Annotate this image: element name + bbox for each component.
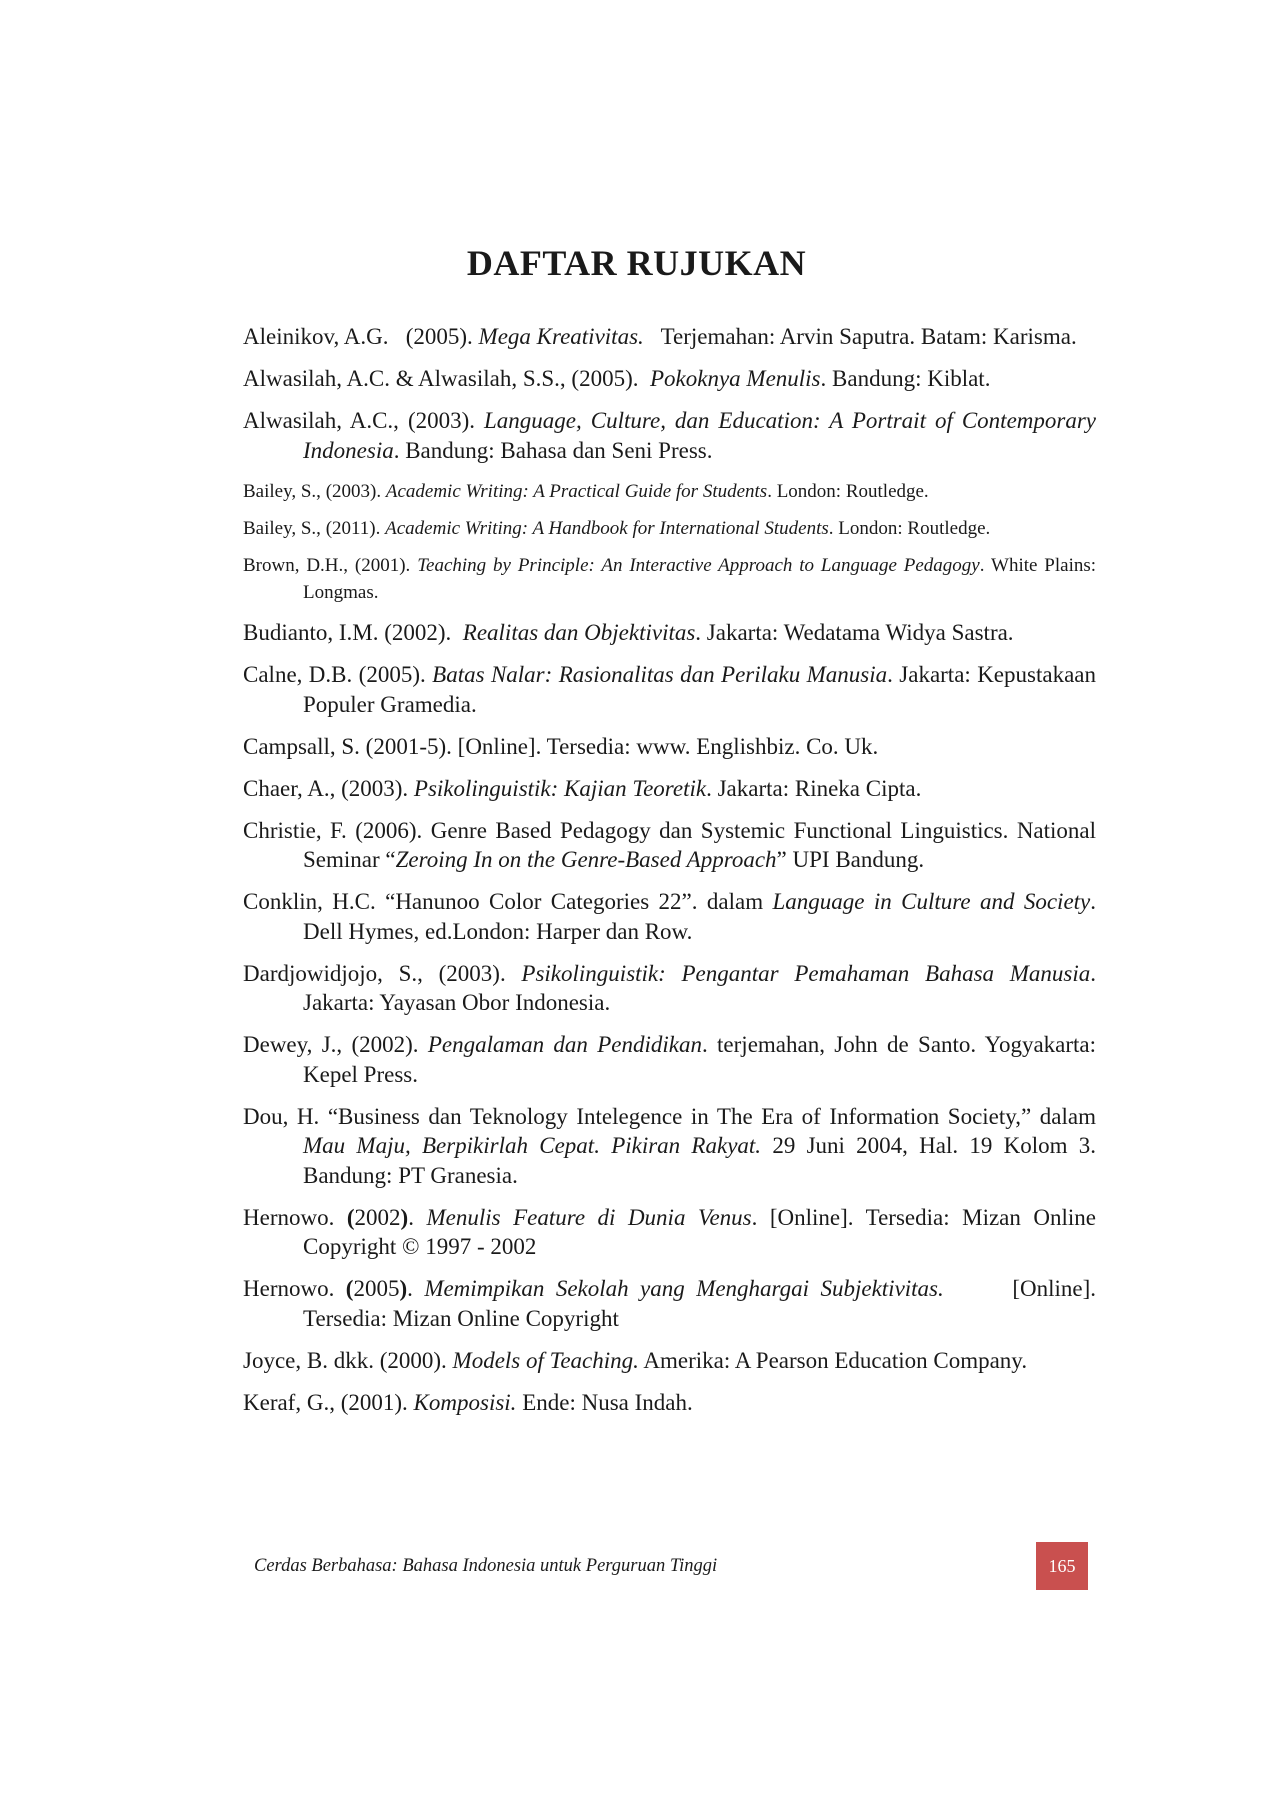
- reference-item: Dou, H. “Business dan Teknology Intelegence in The Era of Information Society,” dalam Mau Maju, Berpikirlah Cepat. Pikiran Rakyat. 29 Juni 2004, Hal. 19 Kolom 3. Bandung: PT Granesia.: [243, 1103, 1097, 1188]
- reference-item: Calne, D.B. (2005). Batas Nalar: Rasionalitas dan Perilaku Manusia. Jakarta: Kepustakaan Populer Gramedia.: [243, 662, 1096, 717]
- footer-book-title: Cerdas Berbahasa: Bahasa Indonesia untuk Perguruan Tinggi: [254, 1556, 718, 1576]
- page-number-badge: 165: [1036, 1542, 1088, 1590]
- reference-list: [243, 322, 1096, 1430]
- reference-item: Bailey, S., (2011). Academic Writing: A Handbook for International Students. London: Routledge.: [243, 517, 991, 539]
- reference-item: Hernowo. (2002). Menulis Feature di Dunia Venus. [Online]. Tersedia: Mizan Online Copyright © 1997 - 2002: [243, 1204, 1096, 1259]
- reference-item: Aleinikov, A.G. (2005). Mega Kreativitas. Terjemahan: Arvin Saputra. Batam: Karisma.: [243, 324, 1077, 349]
- reference-item: Dewey, J., (2002). Pengalaman dan Pendidikan. terjemahan, John de Santo. Yogyakarta: Kepel Press.: [243, 1032, 1097, 1087]
- reference-item: Bailey, S., (2003). Academic Writing: A Practical Guide for Students. London: Routledge.: [243, 480, 929, 502]
- reference-item: Hernowo. (2005). Memimpikan Sekolah yang Menghargai Subjektivitas. [Online]. Tersedia: Mizan Online Copyright: [243, 1276, 1097, 1331]
- reference-item: Budianto, I.M. (2002). Realitas dan Objektivitas. Jakarta: Wedatama Widya Sastra.: [243, 620, 1014, 645]
- reference-item: Alwasilah, A.C., (2003). Language, Culture, dan Education: A Portrait of Contemporary Indonesia. Bandung: Bahasa dan Seni Press.: [243, 408, 1096, 463]
- reference-item: Dardjowidjojo, S., (2003). Psikolinguistik: Pengantar Pemahaman Bahasa Manusia. Jakarta: Yayasan Obor Indonesia.: [243, 960, 1096, 1015]
- reference-item: Conklin, H.C. “Hanunoo Color Categories 22”. dalam Language in Culture and Society. Dell Hymes, ed.London: Harper dan Row.: [243, 889, 1097, 944]
- reference-item: Campsall, S. (2001-5). [Online]. Tersedia: www. Englishbiz. Co. Uk.: [243, 733, 879, 759]
- reference-item: Keraf, G., (2001). Komposisi. Ende: Nusa Indah.: [243, 1389, 693, 1415]
- reference-item: Chaer, A., (2003). Psikolinguistik: Kajian Teoretik. Jakarta: Rineka Cipta.: [243, 775, 922, 801]
- page-title: DAFTAR RUJUKAN: [466, 243, 807, 283]
- reference-item: Joyce, B. dkk. (2000). Models of Teaching. Amerika: A Pearson Education Company.: [243, 1347, 1028, 1373]
- reference-item: Christie, F. (2006). Genre Based Pedagogy dan Systemic Functional Linguistics. National Seminar “Zeroing In on the Genre-Based Approach” UPI Bandung.: [243, 817, 1097, 872]
- reference-item: Brown, D.H., (2001). Teaching by Principle: An Interactive Approach to Language Pedagogy. White Plains: Longmas.: [243, 554, 1097, 603]
- reference-item: Alwasilah, A.C. & Alwasilah, S.S., (2005). Pokoknya Menulis. Bandung: Kiblat.: [243, 366, 991, 391]
